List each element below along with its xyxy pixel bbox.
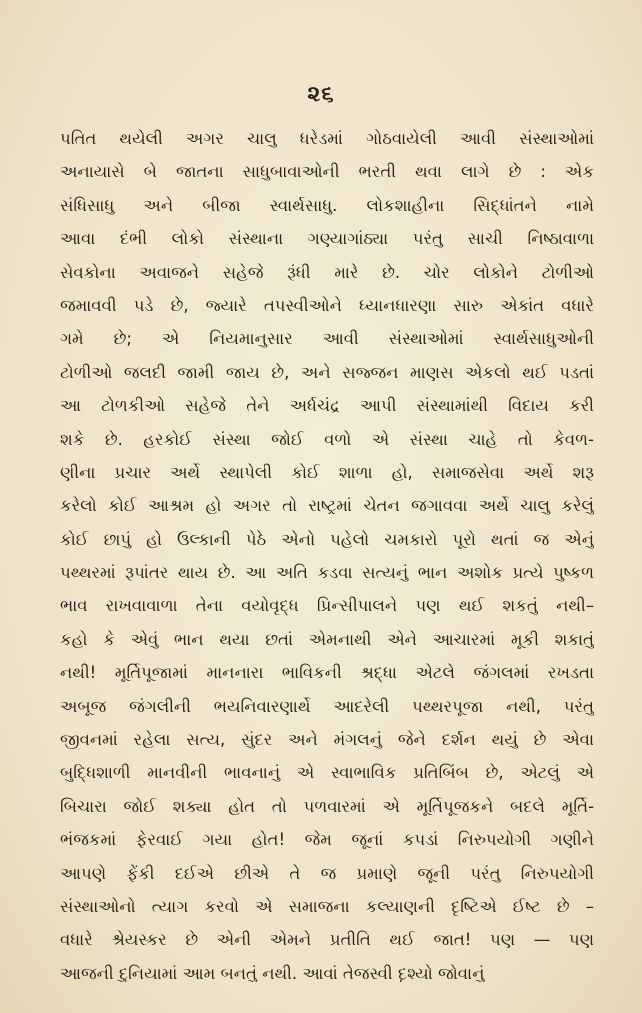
text-line: આવા દંભી લોકો સંસ્થાના ગણ્યાગાંઠ્યા પરંતુ સાચી નિષ્ઠાવાળા: [60, 229, 594, 249]
text-line: અનાયાસે બે જાતના સાધુબાવાઓની ભરતી થવા લાગે છે : એક: [60, 162, 594, 182]
text-line: નથી! મૂર્તિપૂજામાં માનનારા ભાવિકની શ્રદ્ધા એટલે જંગલમાં રખડતા: [60, 663, 594, 683]
text-line: સંધિસાધુ અને બીજા સ્વાર્થસાધુ. લોકશાહીના સિદ્ધાંતને નામે: [60, 195, 594, 215]
text-line: ગમે છે; એ નિયમાનુસાર આવી સંસ્થાઓમાં સ્વાર્થસાધુઓની: [60, 329, 594, 349]
text-line: આ ટોળકીઓ સહેજે તેને અર્ધચંદ્ર આપી સંસ્થામાંથી વિદાય કરી: [60, 396, 594, 416]
text-line: કહો કે એવું ભાન થયા છતાં એમનાથી એને આચારમાં મૂકી શકાતું: [60, 629, 594, 649]
text-line: પથ્થરમાં રૂપાંતર થાય છે. આ અતિ કડવા સત્યનું ભાન અશોક પ્રત્યે પુષ્કળ: [60, 563, 594, 583]
text-line: અબૂજ જંગલીની ભયનિવારણાર્થે આદરેલી પથ્થરપૂજા નથી, પરંતુ: [60, 696, 594, 716]
text-line: શકે છે. હરકોઈ સંસ્થા જોઈ વળો એ સંસ્થા ચાહે તો કેવળ-: [60, 429, 594, 449]
text-line: બિચારા જોઈ શક્યા હોત તો પળવારમાં એ મૂર્તિપૂજકને બદલે મૂર્તિ-: [60, 796, 594, 816]
text-line: વધારે શ્રેયસ્કર છે એની એમને પ્રતીતિ થઈ જાત! પણ — પણ: [60, 930, 594, 950]
text-line: ભંજકમાં ફેરવાઈ ગયા હોત! જેમ જૂનાં કપડાં નિરુપયોગી ગણીને: [60, 830, 594, 850]
body-text: [60, 122, 594, 982]
text-line: સંસ્થાઓનો ત્યાગ કરવો એ સમાજના કલ્યાણની દૃષ્ટિએ ઈષ્ટ છે –: [60, 896, 594, 916]
text-line: આપણે ફેંકી દઈએ છીએ તે જ પ્રમાણે જૂની પરંતુ નિરુપયોગી: [60, 863, 594, 883]
text-line: સેવકોના અવાજને સહેજે રૂંધી મારે છે. ચોર લોકોને ટોળીઓ: [60, 262, 594, 282]
text-line: કોઈ છાપું હો ઉલ્કાની પેઠે એનો પહેલો ચમકારો પૂરો થતાં જ એનું: [60, 529, 594, 549]
text-line: કરેલો કોઈ આશ્રમ હો અગર તો રાષ્ટ્રમાં ચેતન જગાવવા અર્થે ચાલુ કરેલું: [60, 496, 594, 516]
text-line: જીવનમાં રહેલા સત્ય, સુંદર અને મંગલનું જેને દર્શન થયું છે એવા: [60, 730, 594, 750]
text-line: ટોળીઓ જલદી જામી જાય છે, અને સજ્જન માણસ એકલો થઈ પડતાં: [60, 362, 594, 382]
text-line: આજની દુનિયામાં આમ બનતું નથી. આવાં તેજસ્વી દૃશ્યો જોવાનું: [60, 963, 485, 982]
text-line: ણીના પ્રચાર અર્થે સ્થાપેલી કોઈ શાળા હો, સમાજસેવા અર્થે શરૂ: [60, 462, 594, 482]
text-line: બુદ્ધિશાળી માનવીની ભાવનાનું એ સ્વાભાવિક પ્રતિબિંબ છે, એટલું એ: [60, 763, 594, 783]
text-line: જમાવવી પડે છે, જ્યારે તપસ્વીઓને ધ્યાનધારણા સારુ એકાંત વધારે: [60, 295, 594, 315]
text-line: પતિત થયેલી અગર ચાલુ ધરેડમાં ગોઠવાયેલી આવી સંસ્થાઓમાં: [60, 129, 594, 148]
page-number: ૨૬: [307, 82, 335, 107]
text-line: ભાવ રાખવાવાળા તેના વયોવૃદ્ધ પ્રિન્સીપાલને પણ થઈ શકતું નથી–: [60, 596, 594, 616]
